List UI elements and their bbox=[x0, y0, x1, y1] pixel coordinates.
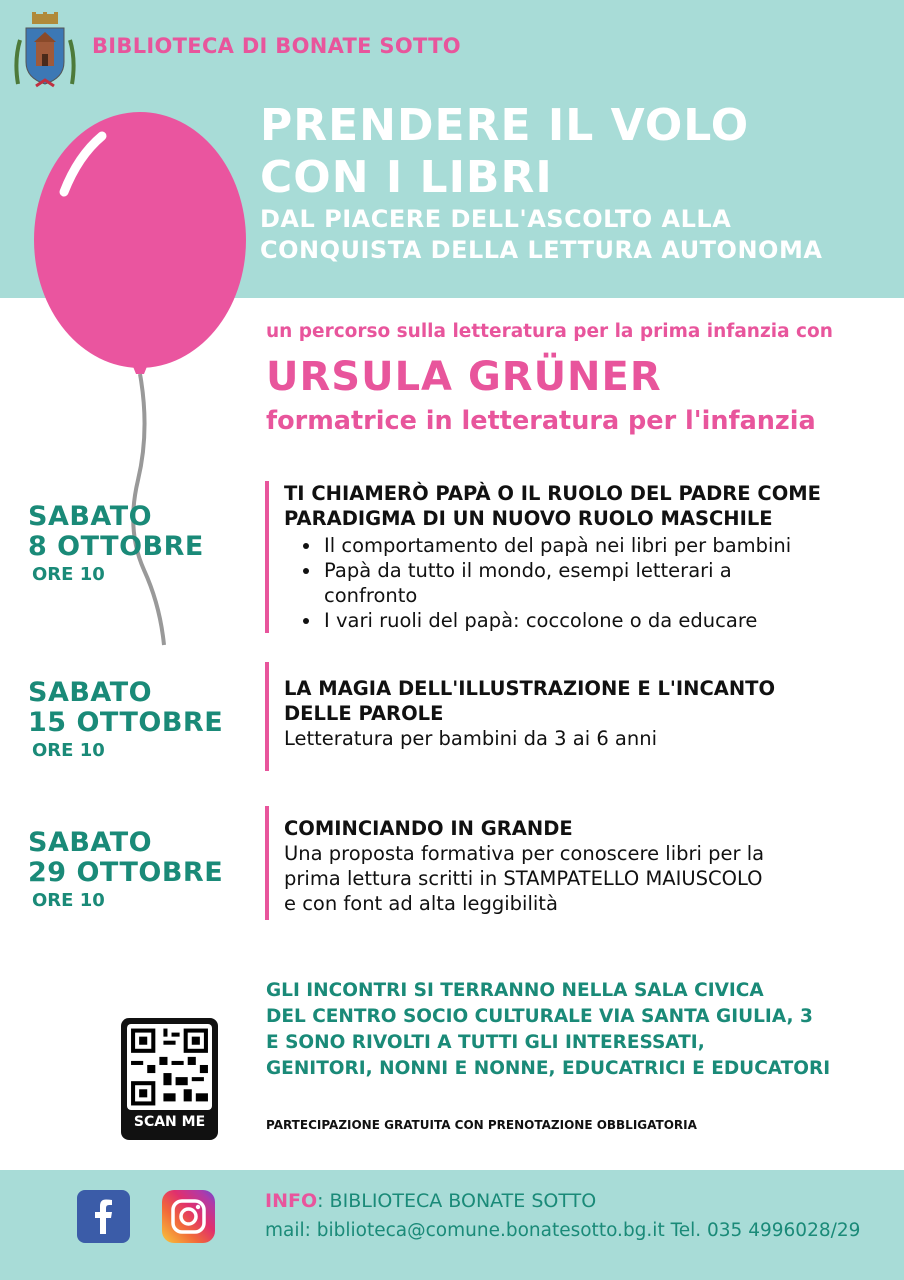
facebook-icon[interactable] bbox=[77, 1190, 130, 1243]
session-2-date bbox=[28, 678, 223, 764]
session-1-topic: • I vari ruoli del papà: coccolone o da educare bbox=[322, 608, 812, 633]
venue-line3: E SONO RIVOLTI A TUTTI GLI INTERESSATI, bbox=[266, 1032, 705, 1053]
session-1-date-text: 8 OTTOBRE bbox=[28, 531, 204, 562]
session-2-date-text: 15 OTTOBRE bbox=[28, 707, 224, 738]
speaker-intro: un percorso sulla letteratura per la prima infanzia con bbox=[266, 321, 833, 342]
library-name: BIBLIOTECA DI BONATE SOTTO bbox=[92, 34, 461, 58]
event-title-line2: CON I LIBRI bbox=[260, 152, 553, 203]
venue-line2: DEL CENTRO SOCIO CULTURALE VIA SANTA GIULIA, 3 bbox=[266, 1006, 813, 1027]
info-label: INFO bbox=[265, 1190, 318, 1212]
info-separator: : bbox=[317, 1190, 324, 1212]
session-2-details bbox=[265, 662, 844, 771]
session-2-title-line2: DELLE PAROLE bbox=[284, 702, 444, 725]
session-1-date bbox=[28, 502, 204, 588]
session-1-topic: • Il comportamento del papà nei libri per bambini bbox=[322, 533, 812, 558]
session-3-title: COMINCIANDO IN GRANDE bbox=[284, 817, 573, 840]
session-1-title-line2: PARADIGMA DI UN NUOVO RUOLO MASCHILE bbox=[284, 507, 773, 530]
session-3-description-line1: Una proposta formativa per conoscere libri per la bbox=[284, 842, 765, 865]
session-1-title-line1: TI CHIAMERÒ PAPÀ O IL RUOLO DEL PADRE COME bbox=[284, 482, 822, 505]
info-line bbox=[265, 1190, 596, 1212]
facebook-glyph-icon bbox=[77, 1190, 130, 1243]
qr-code[interactable] bbox=[121, 1018, 218, 1140]
session-3-date-text: 29 OTTOBRE bbox=[28, 857, 224, 888]
session-3-date bbox=[28, 828, 223, 914]
municipal-crest-logo bbox=[12, 10, 78, 94]
session-3-day: SABATO bbox=[28, 827, 153, 858]
event-title bbox=[260, 100, 749, 204]
session-3-details bbox=[265, 806, 854, 920]
session-3-description-line3: e con font ad alta leggibilità bbox=[284, 892, 558, 915]
speaker-role: formatrice in letteratura per l'infanzia bbox=[266, 406, 816, 436]
event-subtitle-line1: DAL PIACERE DELL'ASCOLTO ALLA bbox=[260, 205, 732, 233]
session-3-hour: ORE 10 bbox=[32, 890, 105, 911]
venue-line1: GLI INCONTRI SI TERRANNO NELLA SALA CIVICA bbox=[266, 980, 764, 1001]
session-1-day: SABATO bbox=[28, 501, 153, 532]
speaker-name: URSULA GRÜNER bbox=[266, 354, 662, 400]
participation-note: PARTECIPAZIONE GRATUITA CON PRENOTAZIONE OBBLIGATORIA bbox=[266, 1118, 697, 1132]
qr-code-pattern bbox=[127, 1024, 212, 1110]
event-title-line1: PRENDERE IL VOLO bbox=[260, 100, 750, 151]
venue-info bbox=[266, 978, 830, 1082]
contact-line: mail: biblioteca@comune.bonatesotto.bg.it Tel. 035 4996028/29 bbox=[265, 1220, 861, 1241]
session-2-description: Letteratura per bambini da 3 ai 6 anni bbox=[284, 727, 658, 750]
event-subtitle bbox=[260, 204, 822, 266]
session-2-title-line1: LA MAGIA DELL'ILLUSTRAZIONE E L'INCANTO bbox=[284, 677, 776, 700]
qr-pattern-icon bbox=[127, 1024, 212, 1110]
venue-line4: GENITORI, NONNI E NONNE, EDUCATRICI E EDUCATORI bbox=[266, 1058, 831, 1079]
info-text: BIBLIOTECA BONATE SOTTO bbox=[323, 1190, 597, 1212]
session-2-day: SABATO bbox=[28, 677, 153, 708]
session-2-hour: ORE 10 bbox=[32, 740, 105, 761]
session-1-details bbox=[265, 481, 874, 633]
instagram-icon[interactable] bbox=[162, 1190, 215, 1243]
session-1-hour: ORE 10 bbox=[32, 564, 105, 585]
instagram-glyph-icon bbox=[162, 1190, 215, 1243]
session-1-topic: • Papà da tutto il mondo, esempi letterari a confronto bbox=[322, 558, 812, 608]
session-1-topics bbox=[284, 533, 812, 633]
qr-scan-label: SCAN ME bbox=[133, 1114, 206, 1130]
event-subtitle-line2: CONQUISTA DELLA LETTURA AUTONOMA bbox=[260, 236, 823, 264]
session-3-description-line2: prima lettura scritti in STAMPATELLO MAIUSCOLO bbox=[284, 867, 763, 890]
